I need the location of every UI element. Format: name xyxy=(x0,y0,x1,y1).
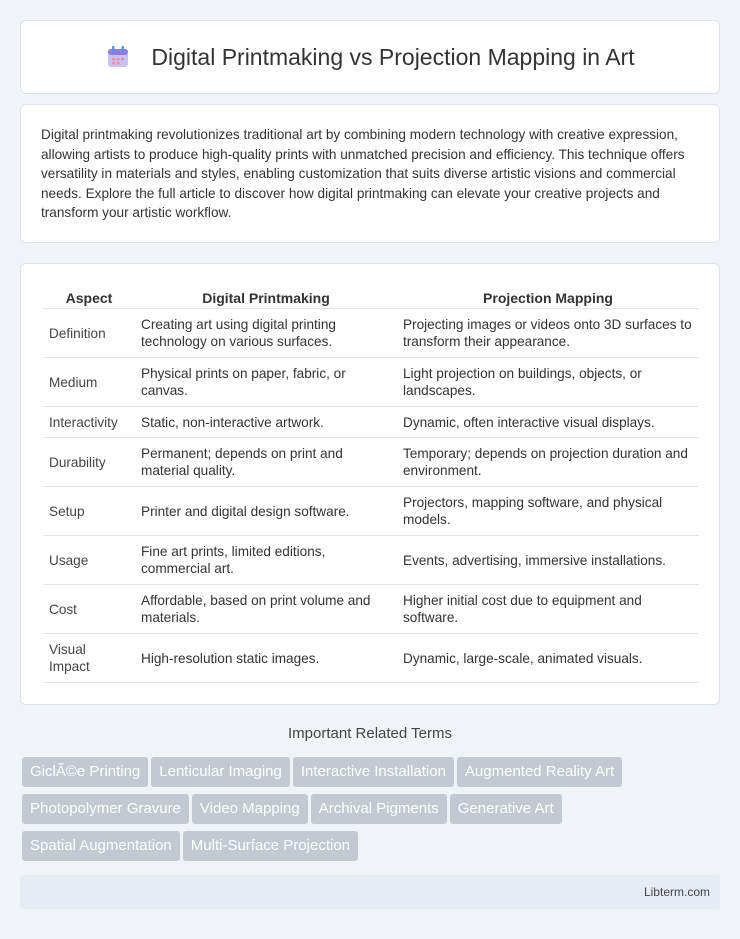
projection-cell: Dynamic, large-scale, animated visuals. xyxy=(397,634,699,683)
table-row xyxy=(43,487,699,536)
title-card xyxy=(20,20,720,94)
projection-cell: Projectors, mapping software, and physical models. xyxy=(397,487,699,536)
projection-cell: Dynamic, often interactive visual displays. xyxy=(397,407,699,438)
related-term-tag[interactable]: Multi-Surface Projection xyxy=(183,831,358,861)
intro-card xyxy=(20,104,720,243)
related-term-tag[interactable]: Video Mapping xyxy=(192,794,308,824)
related-term-tag[interactable]: Generative Art xyxy=(450,794,562,824)
table-row xyxy=(43,407,699,438)
related-term-tag[interactable]: Augmented Reality Art xyxy=(457,757,622,787)
comparison-table-card xyxy=(20,263,720,705)
projection-cell: Light projection on buildings, objects, or landscapes. xyxy=(397,358,699,407)
digital-cell: High-resolution static images. xyxy=(135,634,397,683)
projection-cell: Projecting images or videos onto 3D surfaces to transform their appearance. xyxy=(397,309,699,358)
aspect-cell: Medium xyxy=(43,358,135,407)
header-projection-mapping: Projection Mapping xyxy=(397,284,699,309)
digital-cell: Affordable, based on print volume and materials. xyxy=(135,585,397,634)
projection-cell: Events, advertising, immersive installations. xyxy=(397,536,699,585)
intro-text: Digital printmaking revolutionizes traditional art by combining modern technology with creative expression, allowing artists to produce high-quality prints with unmatched precision and efficiency. This technique offers versatility in materials and styles, enabling customization that suits diverse artistic visions and commercial needs. Explore the full article to discover how digital printmaking can elevate your creative projects and transform your artistic workflow. xyxy=(41,127,685,220)
header-aspect: Aspect xyxy=(43,284,135,309)
projection-cell: Temporary; depends on projection duration and environment. xyxy=(397,438,699,487)
related-term-tag[interactable]: GiclÃ©e Printing xyxy=(22,757,148,787)
digital-cell: Static, non-interactive artwork. xyxy=(135,407,397,438)
aspect-cell: Visual Impact xyxy=(43,634,135,683)
projection-cell: Higher initial cost due to equipment and software. xyxy=(397,585,699,634)
calendar-icon xyxy=(105,44,131,70)
related-terms-list xyxy=(22,757,722,868)
digital-cell: Permanent; depends on print and material quality. xyxy=(135,438,397,487)
related-term-tag[interactable]: Archival Pigments xyxy=(311,794,447,824)
related-term-tag[interactable]: Spatial Augmentation xyxy=(22,831,180,861)
aspect-cell: Usage xyxy=(43,536,135,585)
aspect-cell: Definition xyxy=(43,309,135,358)
table-row xyxy=(43,585,699,634)
footer xyxy=(20,875,720,909)
related-term-tag[interactable]: Photopolymer Gravure xyxy=(22,794,189,824)
aspect-cell: Interactivity xyxy=(43,407,135,438)
table-row xyxy=(43,634,699,683)
header-digital-printmaking: Digital Printmaking xyxy=(135,284,397,309)
related-term-tag[interactable]: Lenticular Imaging xyxy=(151,757,290,787)
digital-cell: Printer and digital design software. xyxy=(135,487,397,536)
digital-cell: Physical prints on paper, fabric, or canvas. xyxy=(135,358,397,407)
page-title: Digital Printmaking vs Projection Mapping in Art xyxy=(151,43,635,70)
aspect-cell: Cost xyxy=(43,585,135,634)
table-row xyxy=(43,438,699,487)
aspect-cell: Setup xyxy=(43,487,135,536)
digital-cell: Fine art prints, limited editions, commercial art. xyxy=(135,536,397,585)
table-row xyxy=(43,309,699,358)
table-row xyxy=(43,358,699,407)
related-term-tag[interactable]: Interactive Installation xyxy=(293,757,454,787)
aspect-cell: Durability xyxy=(43,438,135,487)
digital-cell: Creating art using digital printing technology on various surfaces. xyxy=(135,309,397,358)
footer-brand-link[interactable]: Libterm.com xyxy=(643,885,710,899)
related-terms-title: Important Related Terms xyxy=(288,725,452,742)
table-header-row xyxy=(43,284,699,309)
table-row xyxy=(43,536,699,585)
comparison-table xyxy=(43,284,699,683)
